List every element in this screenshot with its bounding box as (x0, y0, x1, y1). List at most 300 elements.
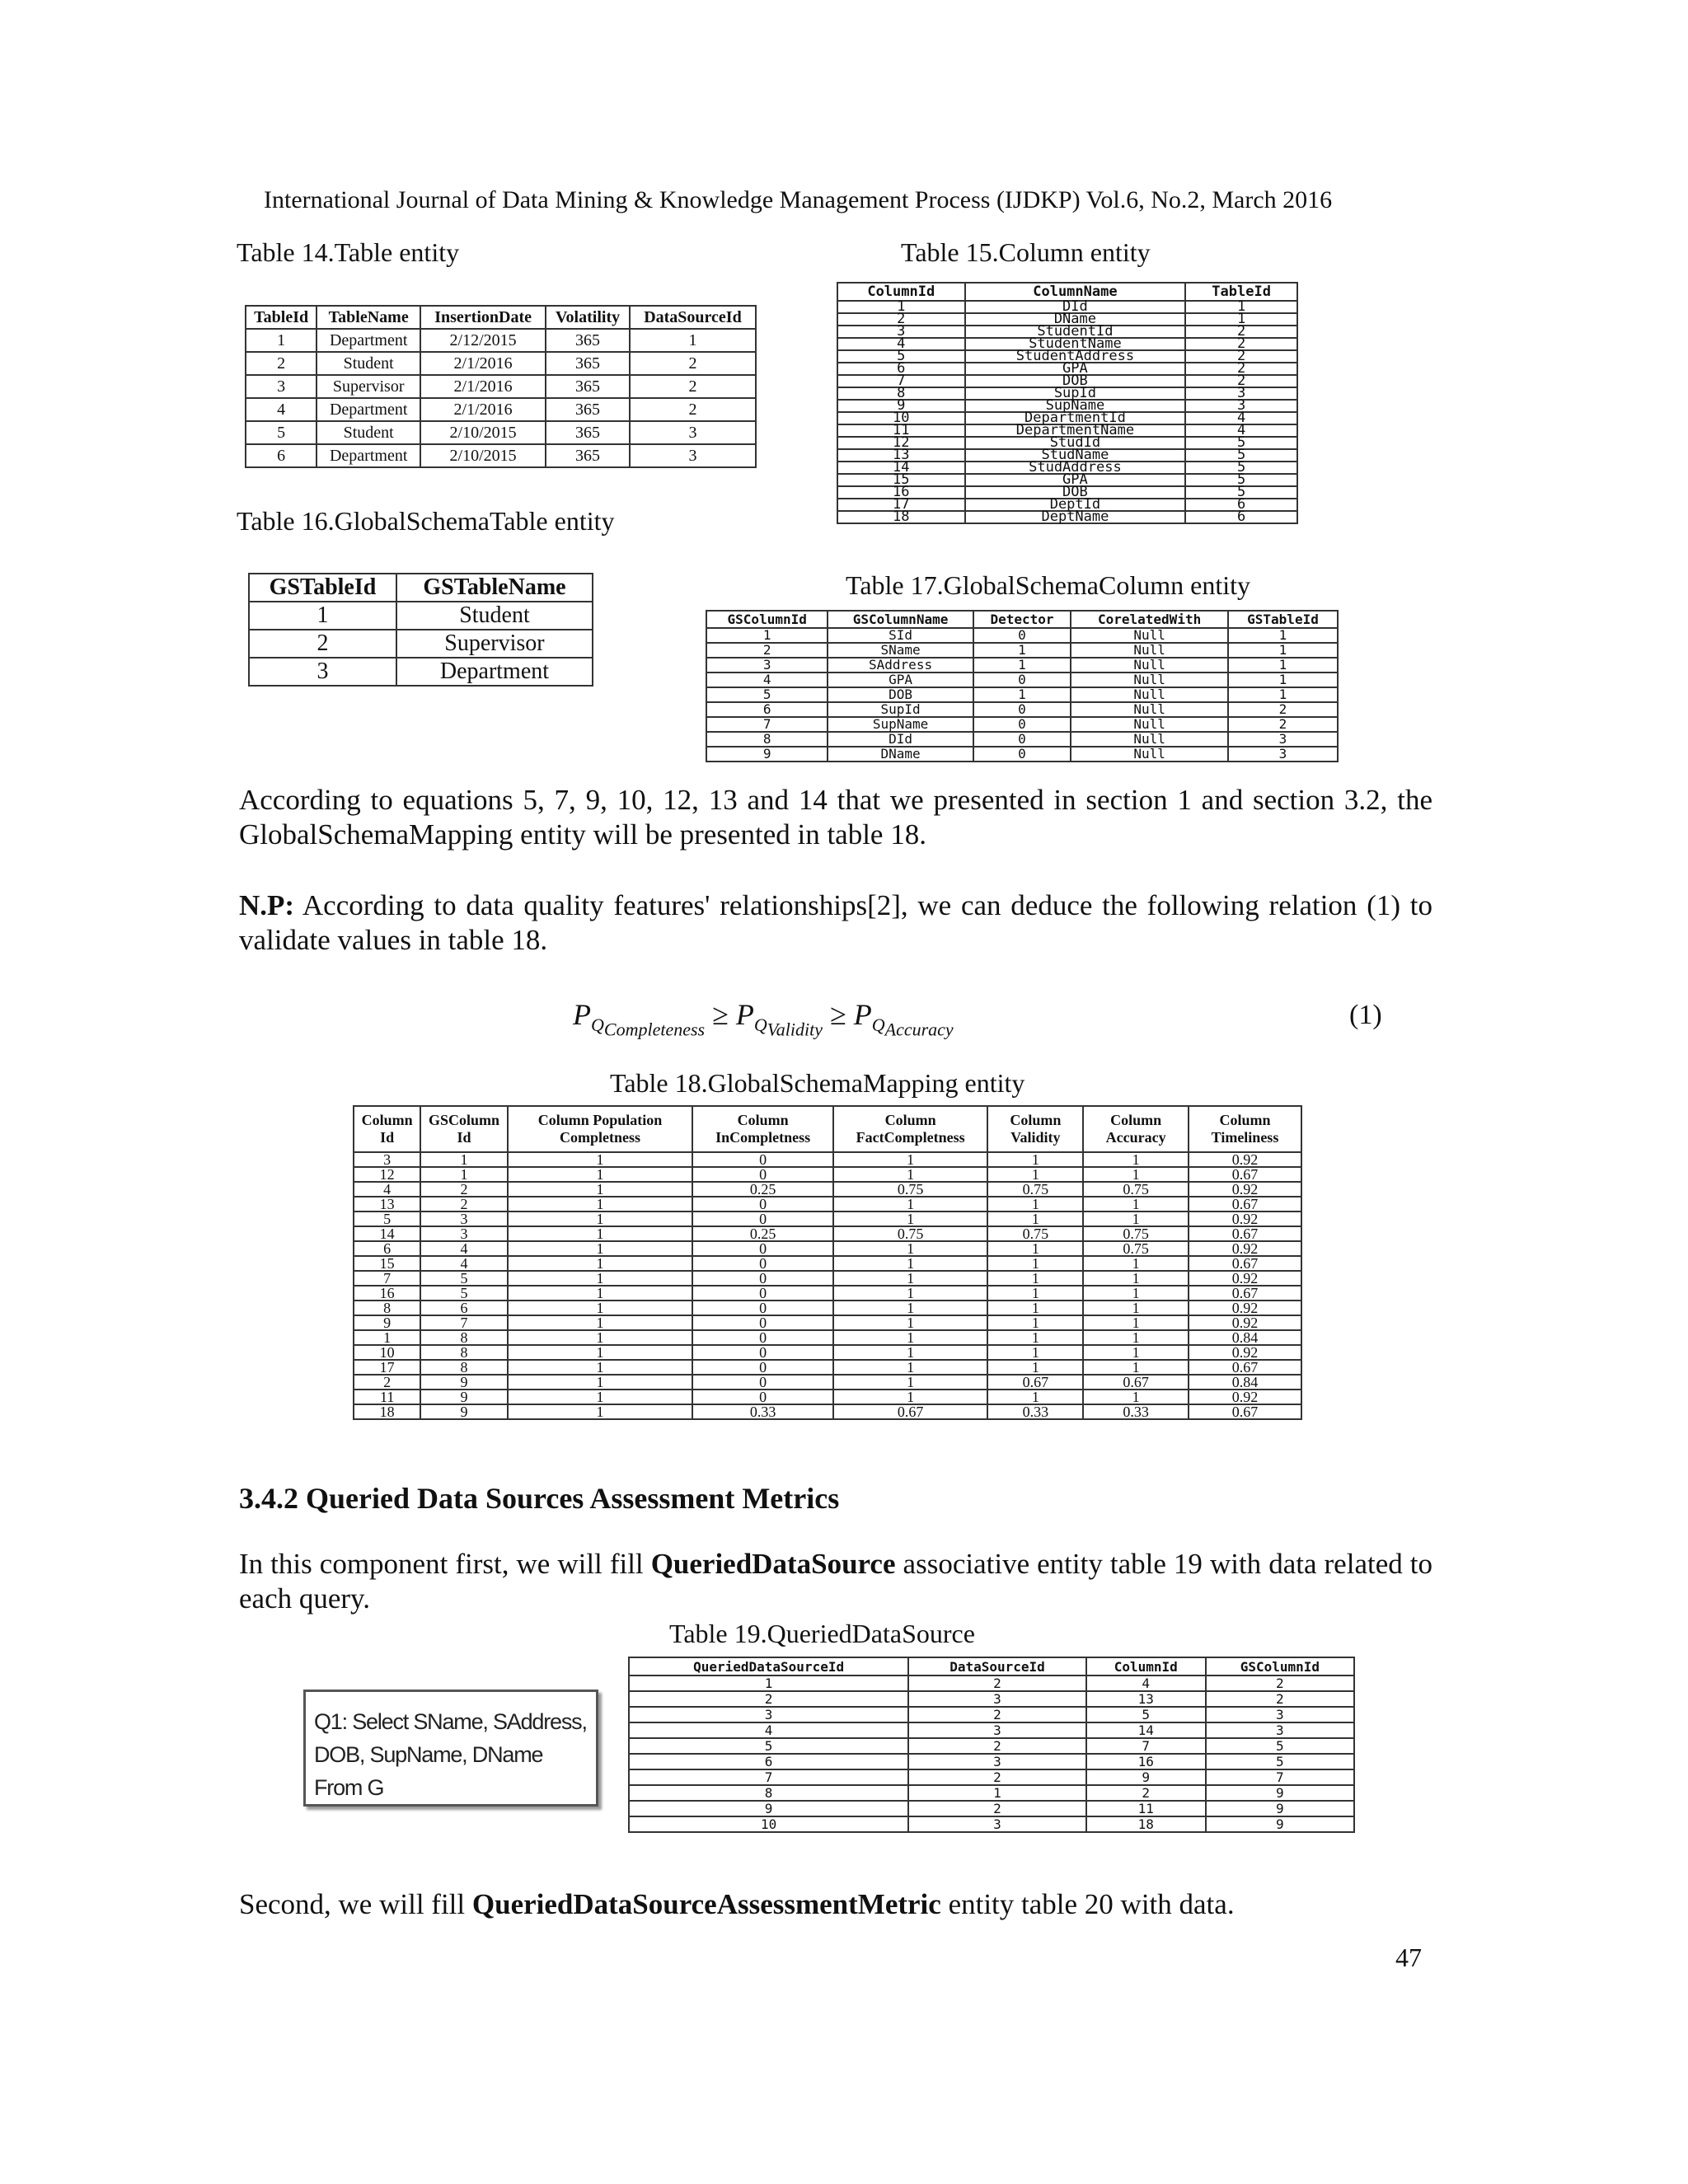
table-cell: StudentName (965, 338, 1186, 350)
table-cell: Student (396, 602, 593, 630)
table-cell: 1 (508, 1330, 693, 1345)
table-cell: 8 (420, 1345, 507, 1360)
table-cell: 3 (1185, 400, 1297, 412)
table-cell: 0.92 (1189, 1301, 1301, 1315)
table-cell: 0 (692, 1212, 833, 1226)
table-cell: 1 (833, 1212, 987, 1226)
table-cell: 1 (629, 1675, 908, 1691)
table-cell: SupName (965, 400, 1186, 412)
table-cell: 1 (987, 1152, 1083, 1167)
table-cell: 1 (1228, 658, 1338, 673)
table-row (706, 702, 1338, 717)
table-cell: 1 (1083, 1360, 1189, 1375)
table-cell: 0 (692, 1167, 833, 1182)
equation-1: $P_{Q_{Completeness}} \ge P_{Q_{Validity}} \ge P_{Q_{Accuracy}}$ (573, 998, 954, 1040)
table-header-row (246, 306, 756, 329)
table-cell: 1 (1083, 1286, 1189, 1301)
column-header: TableName (316, 306, 420, 329)
table-cell: 0 (973, 628, 1071, 643)
caption-table-19: Table 19.QueriedDataSource (669, 1619, 975, 1648)
table-cell: 0.84 (1189, 1375, 1301, 1390)
table-cell: 4 (420, 1256, 507, 1271)
query-callout-box (303, 1690, 598, 1807)
column-header: Column InCompletness (692, 1106, 833, 1152)
table-cell: 7 (1086, 1738, 1206, 1754)
table-cell: 0.67 (1189, 1256, 1301, 1271)
table-cell: 365 (546, 421, 630, 444)
table-cell: 1 (508, 1360, 693, 1375)
table-cell: 1 (420, 1167, 507, 1182)
table-row (706, 732, 1338, 747)
table-cell: 3 (908, 1754, 1086, 1769)
table-cell: 6 (706, 702, 828, 717)
table-cell: 1 (354, 1330, 420, 1345)
table-cell: 0 (692, 1301, 833, 1315)
table-cell: 0.25 (692, 1226, 833, 1241)
table-row (354, 1152, 1301, 1167)
table-cell: 0 (692, 1330, 833, 1345)
table-row (354, 1315, 1301, 1330)
table-cell: 8 (420, 1330, 507, 1345)
table-cell: 14 (1086, 1722, 1206, 1738)
table-cell: Supervisor (396, 630, 593, 658)
table-cell: StudName (965, 449, 1186, 462)
table-cell: 2 (246, 352, 316, 375)
table-cell: 5 (1185, 462, 1297, 474)
table-cell: 1 (508, 1241, 693, 1256)
column-header: Detector (973, 611, 1071, 628)
table-cell: 2/12/2015 (420, 329, 546, 352)
table-cell: 0.92 (1189, 1152, 1301, 1167)
table-cell: 1 (973, 687, 1071, 702)
table-cell: 2 (908, 1769, 1086, 1785)
table-cell: 1 (420, 1152, 507, 1167)
table-cell: 1 (833, 1315, 987, 1330)
table-cell: 3 (706, 658, 828, 673)
table-cell: 16 (1086, 1754, 1206, 1769)
table-cell: 1 (987, 1271, 1083, 1286)
table-row (629, 1769, 1354, 1785)
table-row (706, 687, 1338, 702)
table-cell: GPA (965, 363, 1186, 375)
paragraph-np (239, 888, 1432, 958)
table-cell: 8 (629, 1785, 908, 1801)
table-cell: 5 (1206, 1738, 1354, 1754)
table-cell: 1 (833, 1241, 987, 1256)
table-cell: 1 (987, 1360, 1083, 1375)
table-cell: 11 (837, 424, 965, 437)
table-cell: 1 (833, 1301, 987, 1315)
table-cell: 0.33 (1083, 1404, 1189, 1419)
table-cell: Null (1071, 658, 1228, 673)
table-cell: 0.75 (1083, 1241, 1189, 1256)
table-row (354, 1390, 1301, 1404)
table-cell: 3 (837, 326, 965, 338)
table-cell: 3 (1185, 387, 1297, 400)
table-cell: 3 (1228, 732, 1338, 747)
table-cell: 5 (246, 421, 316, 444)
column-header: Column Id (354, 1106, 420, 1152)
table-cell: 5 (1086, 1707, 1206, 1722)
table-cell: 1 (508, 1256, 693, 1271)
table-cell: 9 (420, 1390, 507, 1404)
table-header-row (249, 574, 593, 602)
table-cell: 8 (837, 387, 965, 400)
table-cell: 1 (1083, 1212, 1189, 1226)
column-header: GSTableId (249, 574, 396, 602)
table-header-row (354, 1106, 1301, 1152)
table-cell: 0 (973, 702, 1071, 717)
entity-name-querieddatasource: QueriedDataSource (650, 1548, 896, 1580)
table-cell: 1 (1083, 1152, 1189, 1167)
table-cell: 3 (630, 444, 756, 467)
column-header: GSColumn Id (420, 1106, 507, 1152)
table-cell: 3 (420, 1212, 507, 1226)
table-cell: 0.75 (1083, 1182, 1189, 1197)
table-cell: 2 (1185, 326, 1297, 338)
table-cell: 0 (973, 747, 1071, 762)
column-header: ColumnId (837, 283, 965, 301)
table-cell: Department (316, 444, 420, 467)
table-row (354, 1404, 1301, 1419)
table-cell: 2 (1185, 375, 1297, 387)
table-cell: 0.33 (987, 1404, 1083, 1419)
table-cell: 2 (1086, 1785, 1206, 1801)
table-cell: Student (316, 421, 420, 444)
caption-table-15: Table 15.Column entity (901, 237, 1151, 267)
table-cell: SName (828, 643, 973, 658)
table-18-globalschemamapping-entity (353, 1105, 1302, 1420)
table-cell: 2 (354, 1375, 420, 1390)
table-cell: 4 (837, 338, 965, 350)
table-row (629, 1816, 1354, 1832)
table-cell: 3 (908, 1816, 1086, 1832)
table-row (246, 375, 756, 398)
table-cell: 2 (1185, 350, 1297, 363)
table-cell: 1 (987, 1212, 1083, 1226)
table-cell: 0.92 (1189, 1271, 1301, 1286)
table-cell: 8 (420, 1360, 507, 1375)
table-cell: 1 (1083, 1271, 1189, 1286)
table-cell: 13 (354, 1197, 420, 1212)
table-cell: GPA (828, 673, 973, 687)
table-cell: 10 (837, 412, 965, 424)
table-row (249, 602, 593, 630)
table-cell: 10 (354, 1345, 420, 1360)
table-cell: 3 (908, 1691, 1086, 1707)
table-cell: 3 (249, 658, 396, 686)
table-cell: 0.75 (987, 1226, 1083, 1241)
table-row (354, 1212, 1301, 1226)
table-row (246, 444, 756, 467)
table-row (354, 1197, 1301, 1212)
table-row (246, 329, 756, 352)
table-cell: 0.75 (987, 1182, 1083, 1197)
table-cell: 0.25 (692, 1182, 833, 1197)
table-cell: 2 (1185, 338, 1297, 350)
table-cell: 0 (692, 1286, 833, 1301)
table-cell: SupName (828, 717, 973, 732)
column-header: Column FactCompletness (833, 1106, 987, 1152)
page-number: 47 (1395, 1943, 1422, 1972)
table-cell: 1 (833, 1271, 987, 1286)
column-header: GSColumnName (828, 611, 973, 628)
table-cell: 7 (706, 717, 828, 732)
table-cell: 0.92 (1189, 1345, 1301, 1360)
table-cell: 5 (629, 1738, 908, 1754)
np-text: According to data quality features' relationships[2], we can deduce the following relation (1) to validate values in table 18. (239, 889, 1432, 956)
table-cell: 2/1/2016 (420, 375, 546, 398)
paragraph-assessmentmetric: Second, we will fill QueriedDataSourceAssessmentMetric entity table 20 with data. (239, 1888, 1235, 1920)
table-cell: Department (316, 329, 420, 352)
table-cell: 0.92 (1189, 1182, 1301, 1197)
table-cell: 17 (837, 499, 965, 511)
table-cell: SId (828, 628, 973, 643)
table-cell: 3 (630, 421, 756, 444)
table-cell: 0.75 (833, 1226, 987, 1241)
table-cell: 1 (1083, 1330, 1189, 1345)
table-cell: 5 (420, 1271, 507, 1286)
table-cell: 1 (987, 1390, 1083, 1404)
table-cell: GPA (965, 474, 1186, 486)
table-cell: 12 (837, 437, 965, 449)
table-cell: DId (828, 732, 973, 747)
table-cell: DId (965, 301, 1186, 313)
table-cell: 0.67 (1189, 1226, 1301, 1241)
table-row (354, 1330, 1301, 1345)
table-cell: 1 (508, 1345, 693, 1360)
table-cell: 1 (508, 1271, 693, 1286)
table-cell: 7 (420, 1315, 507, 1330)
np-label: N.P: (239, 889, 295, 921)
table-cell: 0 (692, 1197, 833, 1212)
table-cell: 1 (508, 1226, 693, 1241)
table-row (354, 1345, 1301, 1360)
table-19-querieddatasource (628, 1657, 1355, 1833)
table-cell: 2 (630, 352, 756, 375)
table-cell: DepartmentId (965, 412, 1186, 424)
table-cell: 2 (706, 643, 828, 658)
table-cell: DeptId (965, 499, 1186, 511)
table-cell: 1 (833, 1197, 987, 1212)
table-cell: 1 (508, 1197, 693, 1212)
table-cell: Student (316, 352, 420, 375)
table-cell: 0.67 (1189, 1197, 1301, 1212)
table-cell: 2/10/2015 (420, 421, 546, 444)
table-cell: 2 (908, 1707, 1086, 1722)
table-row (249, 630, 593, 658)
table-cell: 0.92 (1189, 1315, 1301, 1330)
table-cell: 2/10/2015 (420, 444, 546, 467)
table-cell: 15 (354, 1256, 420, 1271)
column-header: Volatility (546, 306, 630, 329)
table-cell: 1 (508, 1182, 693, 1197)
table-cell: 0.92 (1189, 1212, 1301, 1226)
table-cell: 1 (630, 329, 756, 352)
table-cell: 8 (706, 732, 828, 747)
table-row (354, 1271, 1301, 1286)
table-15-column-entity (837, 282, 1298, 524)
table-row (629, 1754, 1354, 1769)
table-cell: 1 (508, 1152, 693, 1167)
table-cell: 15 (837, 474, 965, 486)
table-cell: 9 (420, 1375, 507, 1390)
table-cell: 2/1/2016 (420, 352, 546, 375)
table-cell: 5 (706, 687, 828, 702)
table-cell: 5 (420, 1286, 507, 1301)
table-cell: 0 (692, 1271, 833, 1286)
table-cell: 1 (1228, 628, 1338, 643)
table-cell: 1 (508, 1404, 693, 1419)
table-cell: 1 (508, 1390, 693, 1404)
table-cell: 2 (1206, 1691, 1354, 1707)
table-row (629, 1738, 1354, 1754)
table-cell: 4 (1185, 424, 1297, 437)
table-row (629, 1691, 1354, 1707)
table-cell: 9 (706, 747, 828, 762)
table-cell: 1 (833, 1390, 987, 1404)
caption-table-14: Table 14.Table entity (237, 237, 460, 267)
table-cell: 9 (629, 1801, 908, 1816)
column-header: TableId (1185, 283, 1297, 301)
table-cell: 1 (987, 1330, 1083, 1345)
table-cell: 0.84 (1189, 1330, 1301, 1345)
table-cell: 3 (1206, 1722, 1354, 1738)
table-cell: StudId (965, 437, 1186, 449)
table-cell: StudentId (965, 326, 1186, 338)
table-header-row (706, 611, 1338, 628)
table-cell: 4 (706, 673, 828, 687)
table-cell: 1 (973, 643, 1071, 658)
table-cell: StudAddress (965, 462, 1186, 474)
table-cell: DName (828, 747, 973, 762)
table-cell: Null (1071, 643, 1228, 658)
table-cell: 1 (833, 1345, 987, 1360)
table-row (706, 643, 1338, 658)
table-cell: 1 (987, 1241, 1083, 1256)
table-cell: 1 (1083, 1167, 1189, 1182)
table-cell: 16 (837, 486, 965, 499)
table-cell: 4 (629, 1722, 908, 1738)
table-cell: 1 (1228, 687, 1338, 702)
table-row (354, 1226, 1301, 1241)
table-cell: 9 (837, 400, 965, 412)
caption-table-18: Table 18.GlobalSchemaMapping entity (610, 1068, 1025, 1098)
table-cell: 3 (1206, 1707, 1354, 1722)
table-cell: 1 (987, 1315, 1083, 1330)
column-header: Column Timeliness (1189, 1106, 1301, 1152)
table-cell: Null (1071, 732, 1228, 747)
table-row (354, 1256, 1301, 1271)
table-row (354, 1182, 1301, 1197)
table-cell: 2 (630, 375, 756, 398)
column-header: Column Validity (987, 1106, 1083, 1152)
table-cell: 2 (249, 630, 396, 658)
table-cell: 7 (837, 375, 965, 387)
table-row (354, 1360, 1301, 1375)
table-cell: 365 (546, 398, 630, 421)
table-cell: 365 (546, 444, 630, 467)
table-cell: 0 (692, 1375, 833, 1390)
table-row (629, 1675, 1354, 1691)
table-cell: 1 (1083, 1301, 1189, 1315)
table-cell: 6 (1185, 511, 1297, 523)
table-cell: Department (316, 398, 420, 421)
table-cell: 2/1/2016 (420, 398, 546, 421)
table-cell: 10 (629, 1816, 908, 1832)
table-cell: 7 (1206, 1769, 1354, 1785)
table-cell: 0.92 (1189, 1241, 1301, 1256)
column-header: GSTableId (1228, 611, 1338, 628)
column-header: Column Accuracy (1083, 1106, 1189, 1152)
table-cell: 1 (1228, 673, 1338, 687)
table-cell: 1 (837, 301, 965, 313)
query-text: Q1: Select SName, SAddress, DOB, SupName, DName From G (314, 1709, 587, 1800)
table-cell: Null (1071, 717, 1228, 732)
entity-name-assessmentmetric: QueriedDataSourceAssessmentMetric (471, 1888, 941, 1920)
table-cell: 0 (692, 1152, 833, 1167)
table-cell: 1 (833, 1375, 987, 1390)
table-cell: 16 (354, 1286, 420, 1301)
table-cell: 1 (246, 329, 316, 352)
table-row (354, 1167, 1301, 1182)
table-cell: 2 (1206, 1675, 1354, 1691)
table-cell: 13 (837, 449, 965, 462)
table-row (706, 717, 1338, 732)
table-cell: 9 (1206, 1801, 1354, 1816)
table-cell: 6 (354, 1241, 420, 1256)
table-cell: 0.67 (1189, 1404, 1301, 1419)
paragraph-globalschemamapping: According to equations 5, 7, 9, 10, 12, 13 and 14 that we presented in section 1 and section 3.2, the GlobalSchemaMapping entity will be presented in table 18. (239, 784, 1432, 851)
table-cell: 11 (354, 1390, 420, 1404)
table-cell: 1 (833, 1360, 987, 1375)
table-cell: 9 (420, 1404, 507, 1419)
table-cell: 0.75 (1083, 1226, 1189, 1241)
table-row (837, 511, 1297, 523)
table-cell: 9 (354, 1315, 420, 1330)
table-row (354, 1301, 1301, 1315)
table-cell: 18 (837, 511, 965, 523)
table-cell: 1 (508, 1167, 693, 1182)
table-cell: 18 (354, 1404, 420, 1419)
table-cell: SAddress (828, 658, 973, 673)
column-header: ColumnName (965, 283, 1186, 301)
table-cell: 1 (1083, 1390, 1189, 1404)
table-row (629, 1785, 1354, 1801)
table-cell: 0 (692, 1360, 833, 1375)
table-cell: 0.67 (1083, 1375, 1189, 1390)
table-cell: 5 (837, 350, 965, 363)
table-cell: 1 (987, 1197, 1083, 1212)
table-cell: 1 (987, 1345, 1083, 1360)
table-cell: 6 (246, 444, 316, 467)
table-cell: 3 (246, 375, 316, 398)
table-cell: 2 (1228, 702, 1338, 717)
table-cell: SupId (828, 702, 973, 717)
table-cell: 1 (833, 1286, 987, 1301)
table-cell: 3 (354, 1152, 420, 1167)
table-row (246, 352, 756, 375)
table-cell: 9 (1086, 1769, 1206, 1785)
table-cell: DOB (965, 486, 1186, 499)
table-cell: 12 (354, 1167, 420, 1182)
table-cell: 2 (908, 1801, 1086, 1816)
table-cell: 9 (1206, 1816, 1354, 1832)
table-cell: 4 (1185, 412, 1297, 424)
table-cell: Supervisor (316, 375, 420, 398)
table-cell: 1 (987, 1167, 1083, 1182)
table-cell: 1 (706, 628, 828, 643)
